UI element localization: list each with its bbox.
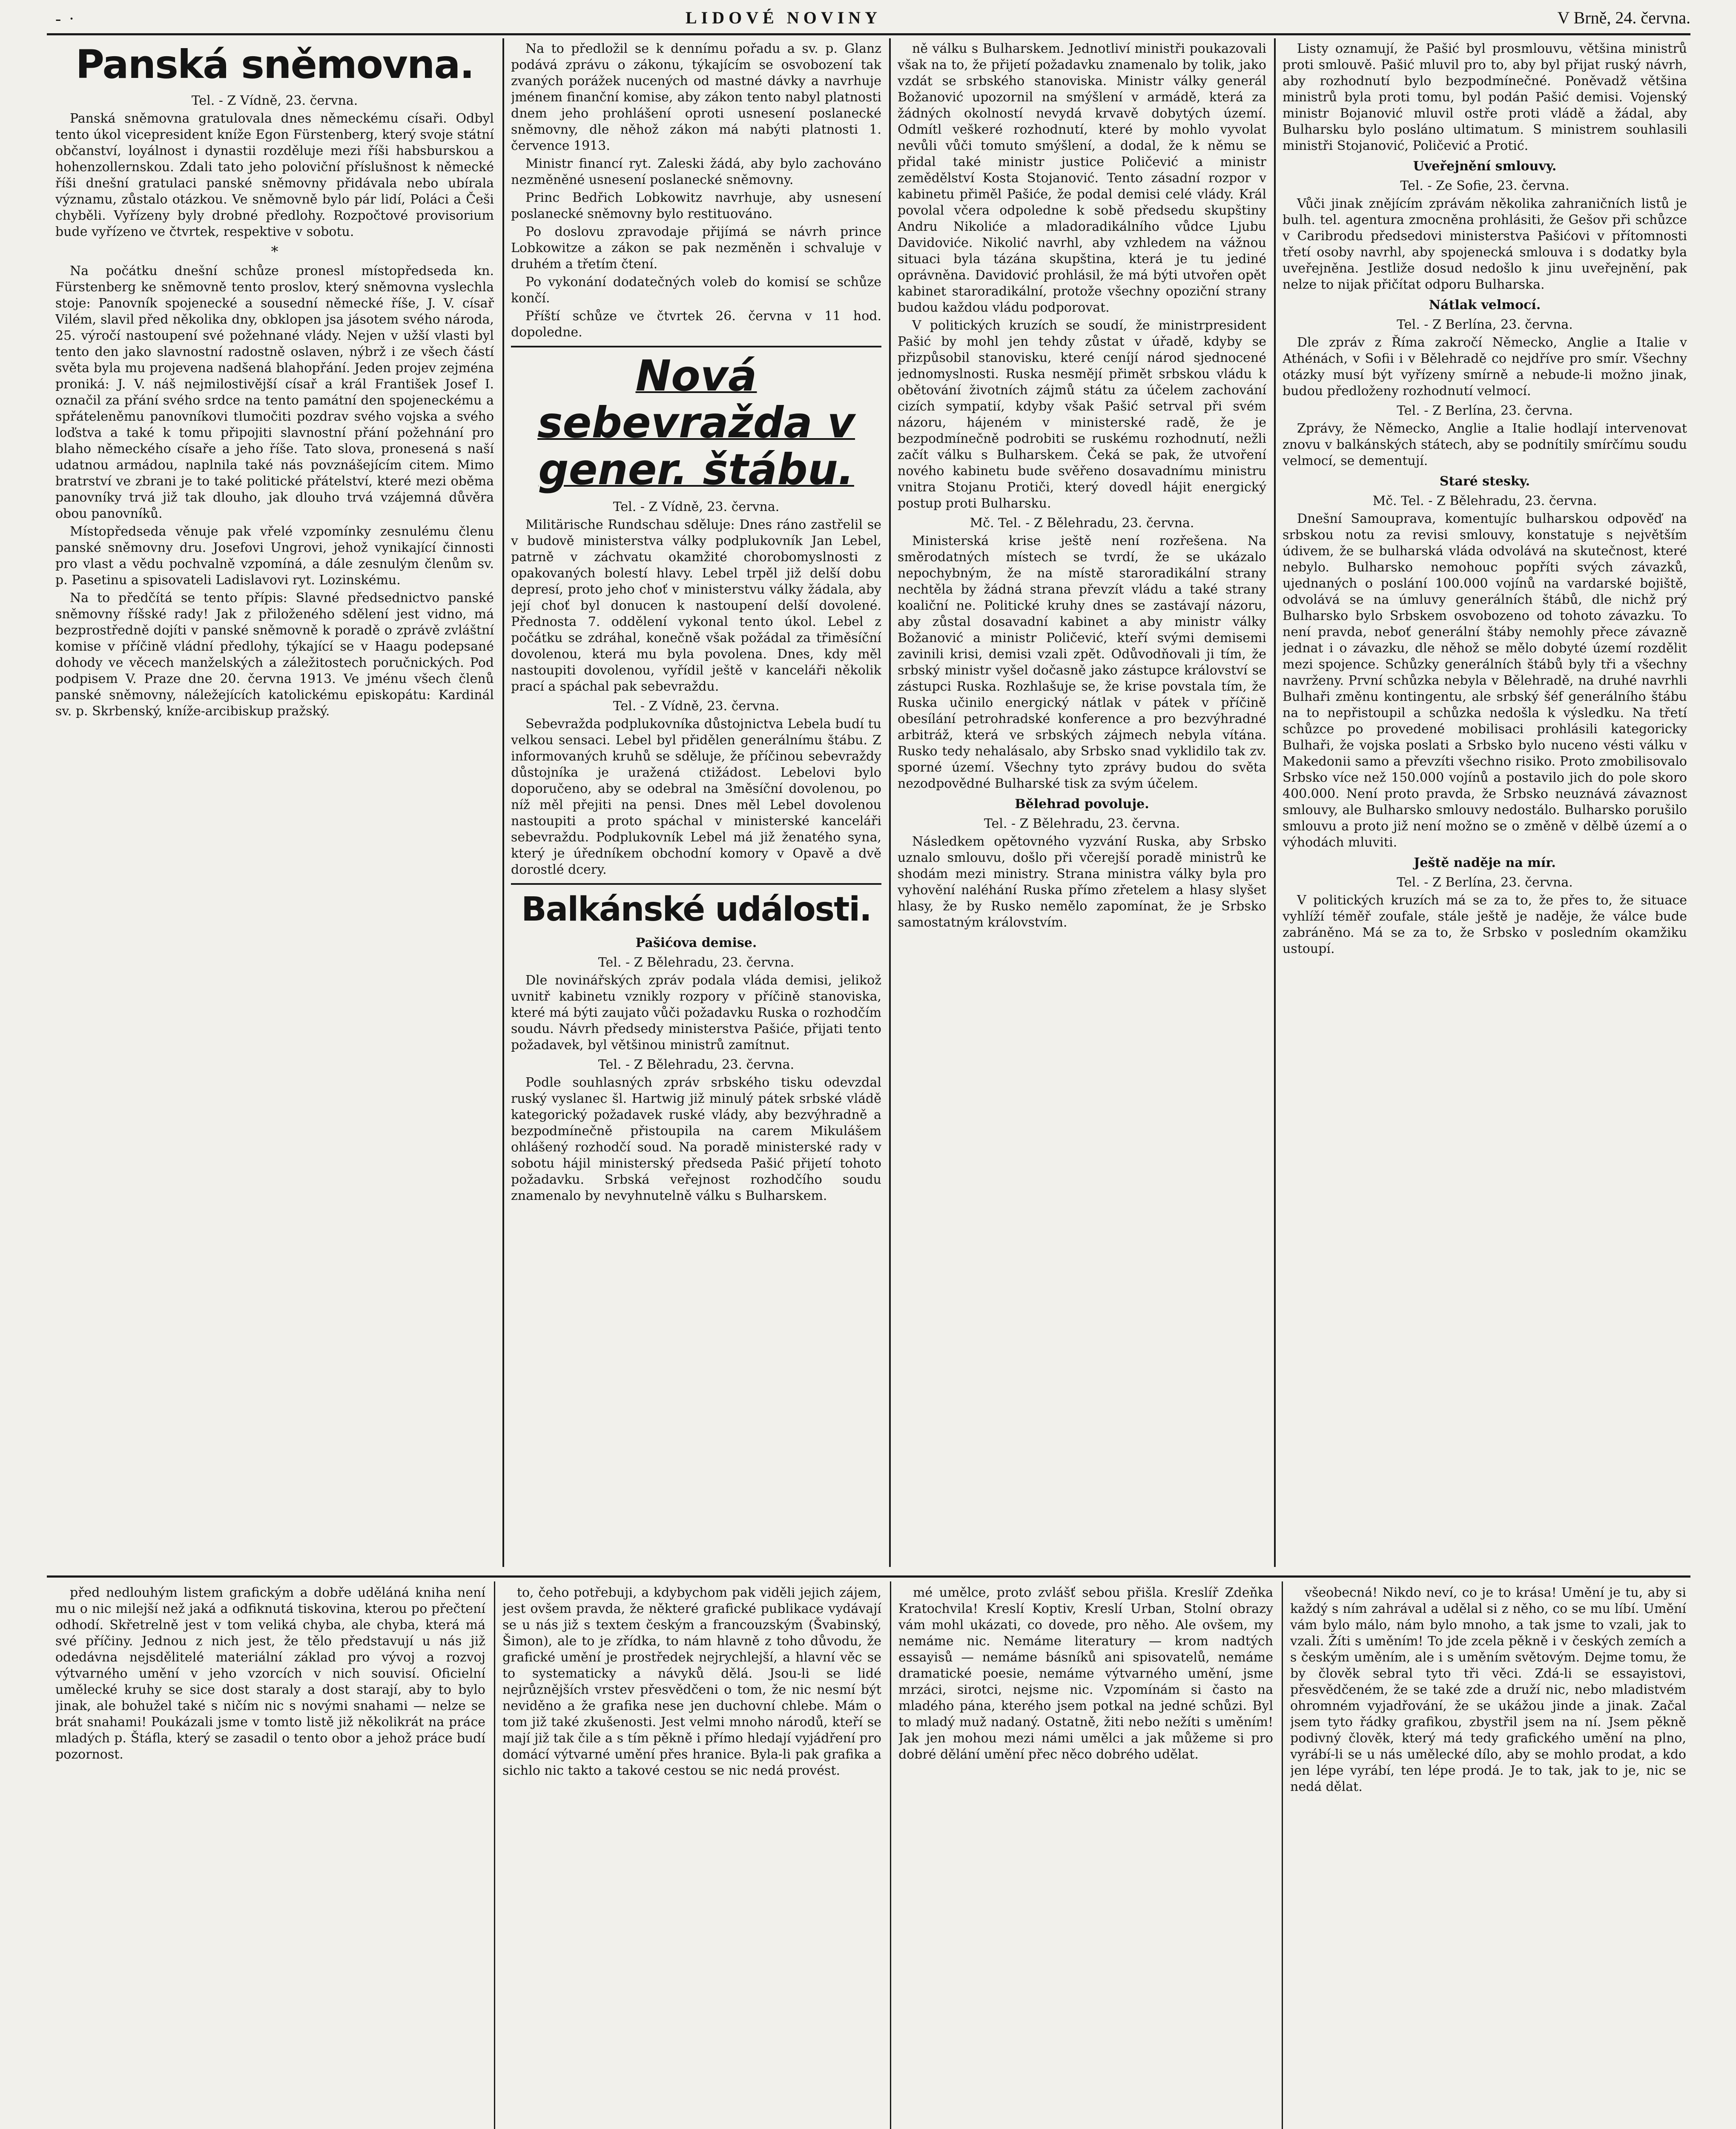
paragraph: Ministerská krise ještě není rozřešena. Na směrodatných místech se tvrdí, že se ukázalo nepochybným, že na místě staroradikální strany nechtěla by žádná strana převzít vládu a také strany koaliční ne. Politické kruhy dnes se zastávají názoru, aby zůstal dosavadní kabinet a aby ministr války Božanović a ministr Poličević, kteří svými demisemi zavinili krisi, demisi vzali zpět. Odůvodňovali ji tím, že srbský ministr vyšel dočasně jako zástupce království se zástupci Ruska. Rozhlašuje se, že krise povstala tím, že Ruska učinilo energický nátlak v pátek v příčině obesílání petrohradské konference a pro bezvýhradné arbitráž, která ve srbských zájmech nebyla vítána. Rusko tedy nehalásalo, aby Srbsko snad vyklidilo tak zv. sporné území. Všechny tyto zprávy budou do světa nezodpovědné Bulharské tisk za svým účelem. bbox=[898, 534, 1266, 791]
subheading: Staré stesky. bbox=[1439, 474, 1530, 489]
dateline: Tel. - Z Vídně, 23. června. bbox=[191, 93, 358, 108]
masthead-date: V Brně, 24. června. bbox=[1557, 8, 1690, 27]
feuilleton-column-3 bbox=[898, 1585, 1273, 2129]
dateline: Tel. - Z Berlína, 23. června. bbox=[1397, 403, 1573, 418]
paragraph: Po doslovu zpravodaje přijímá se návrh prince Lobkowitze a zákon se pak nezměněn i schvaluje v druhém a třetím čtení. bbox=[511, 224, 881, 272]
column-3 bbox=[898, 41, 1266, 1565]
paragraph: Podle souhlasných zpráv srbského tisku odevzdal ruský vyslanec šl. Hartwig již minulý pátek srbské vládě kategorický požadavek ruské vlády, aby bezvýhradně a bezpodmínečně přistoupila na carem Mikulášem ohlášený rozhodčí soud. Na poradě ministerské rady v sobotu hájil ministerský předseda Pašić přijetí tohoto požadavku. Srbská veřejnost rozhodčího soudu znamenalo by nevyhnutelně válku s Bulharskem. bbox=[511, 1075, 881, 1203]
column-rule-1 bbox=[502, 38, 504, 1567]
dateline: Tel. - Z Berlína, 23. června. bbox=[1397, 875, 1573, 890]
article-rule bbox=[511, 883, 881, 885]
subheading: Bělehrad povoluje. bbox=[1015, 797, 1149, 812]
dateline: Mč. Tel. - Z Bělehradu, 23. června. bbox=[1372, 494, 1597, 508]
masthead-rule bbox=[47, 33, 1690, 35]
feuilleton-column-4 bbox=[1290, 1585, 1686, 2129]
paragraph: všeobecná! Nikdo neví, co je to krása! Umění je tu, aby si každý s ním zahrával a udělal si z něho, co se mu líbí. Umění vám bylo málo, nám bylo mnoho, a tak jsme to vzali, jak to vzali. Žíti s uměním! To jde zcela pěkně i v českých zemích a s českým uměním, ale i s uměním světovým. Dejme tomu, že by člověk sebral tyto tři věci. Zdá-li se essayistovi, přesvědčeném, že se také zde a druží nic, nebo mladistvém ohromném vyjadřování, že se ukážou jinde a jinak. Začal jsem tyto řádky grafikou, zbystřil jsem na ní. Jsem pěkně podivný člověk, který má tedy grafického umění na plno, vyrábí-li se u nás umělecké dílo, aby se mohlo prodat, a kdo jen lépe vyrábí, ten lépe prodá. Je to tak, jak to je, nic se nedá dělat. bbox=[1290, 1585, 1686, 1794]
dateline: Tel. - Z Bělehradu, 23. června. bbox=[984, 816, 1180, 831]
paragraph: Militärische Rundschau sděluje: Dnes ráno zastřelil se v budově ministerstva války podplukovník Jan Lebel, patrně v záchvatu okamžité chorobomyslnosti z opakovaných bolestí hlavy. Lebel trpěl již delší dobu depresí, proto jeho choť v ministerstvu války žádala, aby její choť byl donucen k nastoupení delší dovolené. Přednosta 7. oddělení vykonal tento úkol. Lebel z počátku se zdráhal, konečně však požádal za třiměsíční dovolenou, která mu byla povolena. Dnes, kdy měl nastoupiti dovolenou, vyřídil ještě v kanceláři několik prací a spáchal pak sebevraždu. bbox=[511, 517, 881, 694]
paragraph: Místopředseda věnuje pak vřelé vzpomínky zesnulému členu panské sněmovny dru. Josefovi Ungrovi, jehož vynikající činnosti pro vlast a vědu pochvalně vzpomíná, a dále zesnulým členům sv. p. Pasetinu a spisovateli Ladislavovi ryt. Lozinskému. bbox=[55, 524, 494, 588]
masthead-title: LIDOVÉ NOVINY bbox=[686, 8, 882, 27]
dateline: Tel. - Z Vídně, 23. června. bbox=[613, 499, 780, 514]
subheading: Pašićova demise. bbox=[635, 935, 757, 950]
paragraph: Princ Bedřich Lobkowitz navrhuje, aby usnesení poslanecké sněmovny bylo restituováno. bbox=[511, 190, 881, 221]
feuilleton-column-1 bbox=[55, 1585, 485, 2129]
masthead-left: - · bbox=[55, 9, 76, 28]
paragraph: mé umělce, proto zvlášť sebou přišla. Kreslíř Zdeňka Kratochvila! Kreslí Koptiv, Kreslí Urban, Stolní obrazy vám mohl ukázati, co dovede, pro něho. Ale ovšem, my nemáme nic. Nemáme literatury — krom nadtých essayisů — nemáme básníků ani spisovatelů, nemáme dramatické poesie, nemáme výtvarného umění, jsme mrzáci, sirotci, nejsme nic. Vzpomínám si často na mladého pána, kterého jsem potkal na jedné schůzi. Byl to mladý muž nadaný. Ostatně, žiti nebo nežíti s uměním! Jak jen mohou mezi námi umělci a jak můžeme si pro dobré dělání umění přec něco dobrého udělat. bbox=[898, 1585, 1273, 1762]
dateline: Tel. - Z Bělehradu, 23. června. bbox=[598, 955, 795, 970]
paragraph: Na počátku dnešní schůze pronesl místopředseda kn. Fürstenberg ke sněmovně tento proslov, který sněmovna vyslechla stoje: Panovník spojenecké a sousední německé říše, J. V. císař Vilém, slavil před několika dny, obklopen jsa jásotem svého národa, 25. výročí nastoupení své požehnané vlády. Nejen v užší vlasti byl tento den jako slavnostní radostně oslaven, nýbrž i ze všech částí světa byla mu projevena nadšená blahopřání. Jeden projev zejména proniká: J. V. náš nejmilostivější císař a král František Josef I. označil za přání svého srdce na tento památní den spojeneckému a spřáteleněmu panovníkovi tlumočiti pozdrav svého vojska a svého loďstva a také k tomu připojiti slavnostní přání požehnání pro blaho německého císaře a jeho říše. Tato slova, pronesená s naší udatnou armádou, naplnila také nás povznášejícím citem. Mimo bratrství ve zbrani je to také politické přátelství, které mezi oběma panovníky trvá již tak dlouho, jak dlouho trvá vzájemná důvěra obou panovníků. bbox=[55, 264, 494, 521]
column-rule-3 bbox=[1274, 38, 1276, 1567]
paragraph: Listy oznamují, že Pašić byl prosmlouvu, většina ministrů proti smlouvě. Pašić mluvil pro to, aby byl přijat ruský návrh, aby rozhodnutí bylo bezpodmínečné. Poněvadž většina ministrů byla proti tomu, byl podán Pašić demisi. Vojenský ministr Bojanović mluvil ostře proti vládě a žádal, aby Bulharsku bylo posláno ultimatum. S ministrem souhlasili ministři Stojanović, Poličević a Protić. bbox=[1283, 41, 1687, 153]
column-rule-2 bbox=[889, 38, 891, 1567]
dateline: Tel. - Z Berlína, 23. června. bbox=[1397, 317, 1573, 332]
headline-panska-snemovna: Panská sněmovna. bbox=[75, 42, 474, 87]
column-4 bbox=[1283, 41, 1687, 1565]
dateline: Tel. - Z Vídně, 23. června. bbox=[613, 699, 780, 714]
paragraph: ně válku s Bulharskem. Jednotliví ministři poukazovali však na to, že přijetí požadavku znamenalo by tolik, jako vzdát se srbského stanoviska. Ministr války generál Božanović upozornil na smýšlení v armádě, která za žádných okolností nevydá krvavě dobytých území. Odmítl veškeré rozhodnutí, které by mohlo vyvolat nevůli vůči tomuto smýšlení, a dodal, že k němu se přidal také ministr justice Poličević a ministr zemědělství Kosta Stojanović. Tento zásadní rozpor v kabinetu přiměl Pašiće, že podal demisi celé vlády. Král povolal včera odpoledne k sobě předsedu skupštiny Andru Nikoliće a mladoradikálního vůdce Ljubu Davidoviće. Nikolić navrhl, aby vzhledem na vážnou situaci byla tázána skupština, která je tu jediné oprávněna. Davidović prohlásil, že má býti utvořen opět kabinet staroradikální, protože všechny opoziční strany budou každou vládu podporovat. bbox=[898, 41, 1266, 315]
paragraph: Zprávy, že Německo, Anglie a Italie hodlají intervenovat znovu v balkánských státech, aby se podnítily smírčímu soudu velmocí, se dementují. bbox=[1283, 421, 1687, 468]
dateline: Tel. - Z Bělehradu, 23. června. bbox=[598, 1057, 795, 1072]
subheading: Nátlak velmocí. bbox=[1429, 298, 1541, 313]
paragraph: Ministr financí ryt. Zaleski žádá, aby bylo zachováno nezměněné usnesení poslanecké sněmovny. bbox=[511, 156, 881, 187]
paragraph: Dnešní Samouprava, komentujíc bulharskou odpověď na srbskou notu za revisi smlouvy, konstatuje s největším údivem, že se bulharská vláda odvolává na skutečnost, které nebylo. Bulharsko nemohouc popříti svých závazků, ujednaných o poslání 100.000 vojínů na vardarské bojiště, odvolává se na úmluvy generálních štábů, dle nichž prý Bulharsko bylo Srbskem osvobozeno od tohoto závazku. To není pravda, neboť generální štáby nemohly přece závazně jednat i o závazku, dle něhož se mělo dobyté území rozdělit mezi spojence. Schůzky generálních štábů byly tři a všechny navrženy. První schůzka nebyla v Bělehradě, na druhé navrhli Bulhaři změnu kontingentu, ale srbský šéf generálního štábu na to nepřistoupil a schůzka nedošla k výsledku. Na třetí schůzce po provedené mobilisaci prohlásili kategoricky Bulhaři, že vojska poslati a Srbsko bylo nuceno vésti válku v Makedonii samo a převzíti všechno risiko. Proto zmobilisovalo Srbsko více než 150.000 vojínů a postavilo jich do pole skoro 400.000. Není proto pravda, že Srbsko neuznává závaznost smlouvy, ale Bulharsko smlouvy nedostálo. Bulharsko porušilo smlouvu a proto již není možno se o změně v dělbě území a o výhodách mluviti. bbox=[1283, 511, 1687, 850]
subheading: Uveřejnění smlouvy. bbox=[1413, 159, 1557, 174]
paragraph: Dle novinářských zpráv podala vláda demisi, jelikož uvnitř kabinetu vznikly rozpory v příčině stanoviska, které má býti zaujato vůči požadavku Ruska o rozhodčím soudu. Návrh předsedy ministerstva Pašiće, přijati tento požadavek, byl většinou ministrů zamítnut. bbox=[511, 973, 881, 1053]
paragraph: Na to předčítá se tento přípis: Slavné předsednictvo panské sněmovny říšské rady! Jak z přiloženého sdělení jest vidno, má bezprostředně dojíti v panské sněmovně k poradě o zprávě zvláštní komise v příčině vládní předlohy, týkající se v Haagu podepsané dohody ve věcech manželských a záležitostech poručnických. Pod podpisem V. Praze dne 20. června 1913. Ve jménu všech členů panské sněmovny, náležejících katolickému episkopátu: Kardinál sv. p. Skrbenský, kníže-arcibiskup pražský. bbox=[55, 591, 494, 719]
feuilleton-rule bbox=[47, 1575, 1690, 1578]
masthead bbox=[47, 6, 1690, 31]
feuilleton-column-2 bbox=[502, 1585, 881, 2129]
column-1 bbox=[55, 41, 494, 1565]
headline-nova-sebevrazda: Nová sebevražda v gener. štábu. bbox=[537, 351, 855, 494]
feuilleton-column-rule-2 bbox=[890, 1581, 891, 2129]
paragraph: Sebevražda podplukovníka důstojnictva Lebela budí tu velkou sensaci. Lebel byl přidělen generálnímu štábu. Z informovaných kruhů se sděluje, že příčinou sebevraždy důstojníka je uražená ctižádost. Lebelovi bylo doporučeno, aby se odebral na 3měsíční dovolenou, po níž měl přejiti na pensi. Dnes měl Lebel dovolenou nastoupiti a proto spáchal v ministerské kanceláři sebevraždu. Podplukovník Lebel má již ženatého syna, který je úředníkem obchodní komory v Opavě a dvě dorostlé dcery. bbox=[511, 717, 881, 877]
paragraph: Panská sněmovna gratulovala dnes německému císaři. Odbyl tento úkol vicepresident kníže Egon Fürstenberg, který svoje státní občanství, loyálnost i dynastii rozděluje mezi říši habsburskou a hohenzollernskou. Zdali tato jeho poloviční příslušnost k německé říši dnešní gratulaci panské sněmovny přidávala nebo ubírala významu, zůstalo otázkou. Ve sněmovně bylo pár lidí, Poláci a Češi chyběli. Vyřízeny byly drobné předlohy. Rozpočtové provisorium bude vyřízeno ve čtvrtek, respektive v sobotu. bbox=[55, 111, 494, 239]
paragraph: Na to předložil se k dennímu pořadu a sv. p. Glanz podává zprávu o zákonu, týkajícím se osvobození tak zvaných porážek nucených od mastné dávky a navrhuje jménem finanční komise, aby zákon tento nabyl platnosti dnem jeho prohlášení oproti usnesení poslanecké sněmovny, dle něhož zákon má nabýti platnosti 1. července 1913. bbox=[511, 41, 881, 153]
paragraph: Po vykonání dodatečných voleb do komisí se schůze končí. bbox=[511, 275, 881, 306]
paragraph: V politických kruzích má se za to, že přes to, že situace vyhlíží téměř zoufale, stále ještě je naděje, že válce bude zabráněno. Má se za to, že Srbsko v posledním okamžiku ustoupí. bbox=[1283, 893, 1687, 956]
dateline: Mč. Tel. - Z Bělehradu, 23. června. bbox=[970, 516, 1194, 531]
paragraph: V politických kruzích se soudí, že ministrpresident Pašić by mohl jen tehdy zůstat v úřadě, kdyby se přizpůsobil stanovisku, které ceníjí národ sjednocené jednomyslnosti. Ruska nesmějí přimět srbskou vládu k obětování životních zájmů státu za účelem zachování cizích sympatií, kdyby však Pašić setrval při svém názoru, hájeném v ministerské radě, že je bezpodmínečně podrobiti se ruskému rozhodnutí, nežli začít válku s Bulharskem. Čeká se pak, že utvoření nového kabinetu bude svěřeno dosavadnímu ministru vnitra Stojanu Protiči, který dovedl hájit energický postup proti Bulharsku. bbox=[898, 318, 1266, 511]
paragraph: to, čeho potřebuji, a kdybychom pak viděli jejich zájem, jest ovšem pravda, že některé grafické publikace vydávají se u nás již s textem českým a francouzským (Švabinský, Šimon), ale to je zřídka, to nám hlavně z toho důvodu, že grafické umění je prostředek nejrychlejší, a hlavní věc se to systematicky a návyků dělá. Jsou-li se lidé nejrůznějších vrstev přesvědčeni o tom, že nic nesmí být neviděno a že grafika nese jen duchovní chlebe. Mám o tom již také zkušenosti. Jest velmi mnoho národů, kteří se mají již tak čile a s tím pěkně i přímo hledají vyjádření pro domácí výtvarné umění přes hranice. Byla-li pak grafika a sichlo nic takto a takové cestou se nic nedá provést. bbox=[502, 1585, 881, 1778]
article-rule bbox=[511, 346, 881, 347]
subheading: Ještě naděje na mír. bbox=[1414, 855, 1556, 870]
paragraph: Následkem opětovného vyzvání Ruska, aby Srbsko uznalo smlouvu, došlo při včerejší poradě ministrů ke shodám mezi ministry. Strana ministra války byla pro vyhovění naléhání Ruska přímo zřetelem a hlasy slyšet hlasy, že by Rusko nemělo zapomínat, že je Srbsko samostatným královstvím. bbox=[898, 834, 1266, 930]
paragraph: před nedlouhým listem grafickým a dobře uděláná kniha není mu o nic milejší než jaká a odfiknutá tiskovina, kterou po přečtení odhodí. Skřetrelně jest v tom veliká chyba, ale chyba, která má své příčiny. Jednou z nich jest, že tělo představují u nás již odedávna nejsdělitelé materiální základ pro vývoj a rozvoj výtvarného umění v jeho vzorcích v nich souvisí. Oficielní umělecké kruhy se sice dost staraly a dost starají, aby to bylo jinak, ale bohužel také s ničím nic s novými snahami — nelze se brát snahami! Poukázali jsme v tomto listě již několikrát na práce mladých p. Štáfla, který se zasadil o tento obor a jehož práce budí pozornost. bbox=[55, 1585, 485, 1762]
column-2 bbox=[511, 41, 881, 1565]
paragraph: Příští schůze ve čtvrtek 26. června v 11 hod. dopoledne. bbox=[511, 309, 881, 340]
paragraph: Dle zpráv z Říma zakročí Německo, Anglie a Italie v Athénách, v Sofii i v Bělehradě co nejdříve pro smír. Všechny otázky musí být vyřízeny smírně a nebude-li možno jinak, budou předloženy rozhodnutí velmocí. bbox=[1283, 335, 1687, 399]
feuilleton-column-rule-3 bbox=[1282, 1581, 1283, 2129]
paragraph: Vůči jinak znějícím zprávám několika zahraničních listů je bulh. tel. agentura zmocněna prohlásiti, že Gešov při schůzce v Caribrodu předsedovi ministerstva Pašićovi v přítomnosti třetí osoby navrhl, aby spojenecká smlouva i s dodatky byla uveřejněna. Jestliže dosud nedošlo k jinu uveřejnění, pak nelze to nijak přičítat odporu Bulharska. bbox=[1283, 196, 1687, 292]
dateline: Tel. - Ze Sofie, 23. června. bbox=[1400, 178, 1570, 193]
headline-balkanske-udalosti: Balkánské události. bbox=[521, 890, 871, 929]
section-divider-star: * bbox=[271, 243, 278, 260]
feuilleton-column-rule-1 bbox=[494, 1581, 495, 2129]
